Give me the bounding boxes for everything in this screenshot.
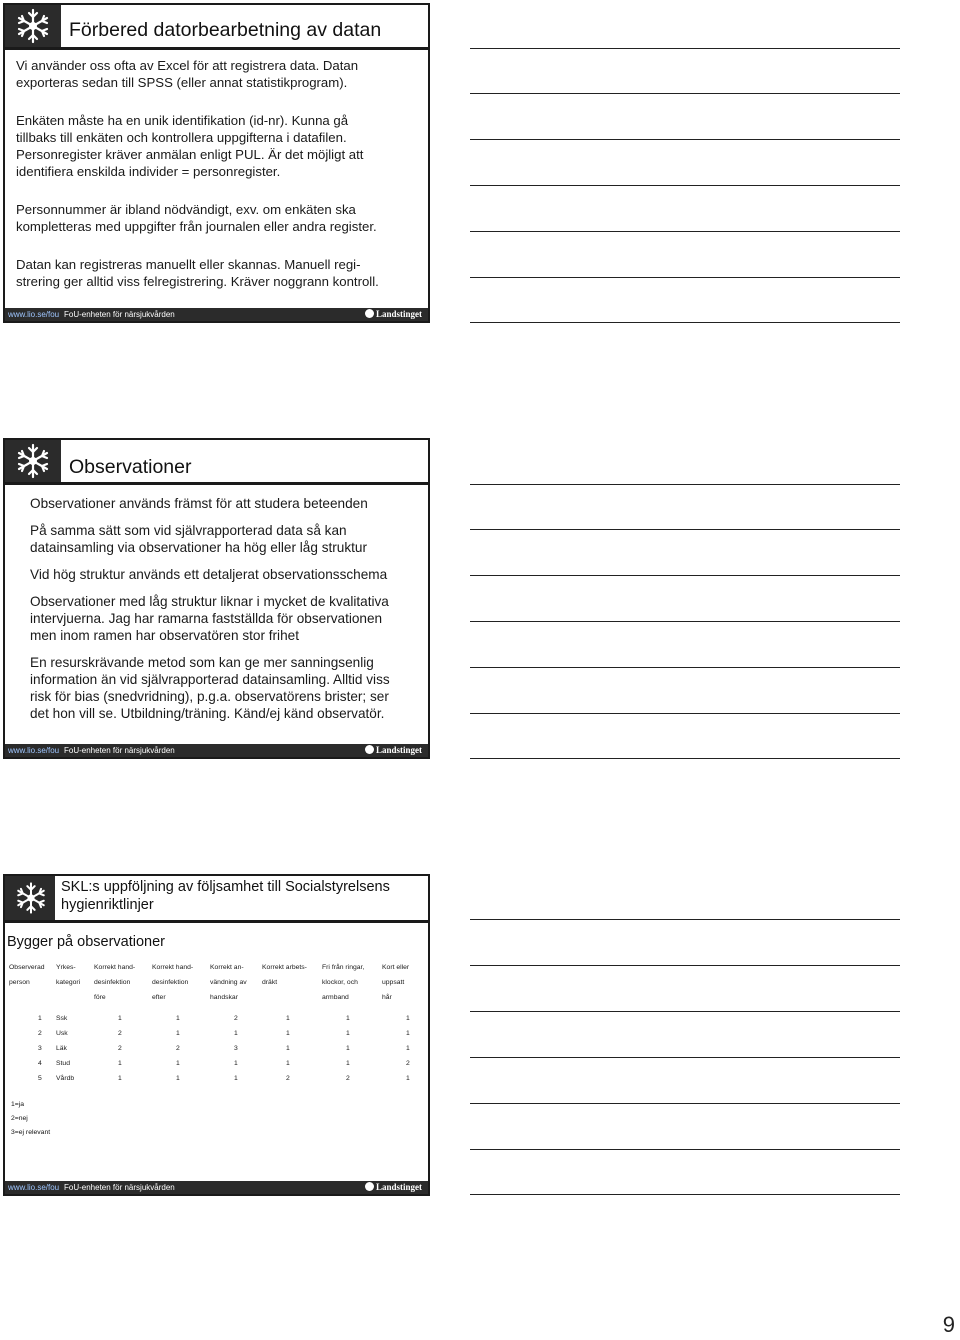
footer-link[interactable]: www.lio.se/fou xyxy=(8,746,60,755)
table-cell: 1 xyxy=(406,1075,410,1082)
table-header-cell: Observerad xyxy=(9,964,45,971)
table-cell: 1 xyxy=(234,1030,238,1037)
table-header-cell xyxy=(262,994,322,1009)
footer-link[interactable]: www.lio.se/fou xyxy=(8,1183,60,1192)
note-line xyxy=(470,575,900,576)
table-cell: 1 xyxy=(118,1075,122,1082)
observation-table xyxy=(9,964,422,1090)
note-line xyxy=(470,185,900,186)
landstinget-emblem-icon xyxy=(365,1182,374,1191)
footer-unit-text: FoU-enheten för närsjukvården xyxy=(64,310,175,319)
table-cell: 1 xyxy=(118,1015,122,1022)
table-header-cell: person xyxy=(9,979,30,986)
table-cell: 4 xyxy=(38,1060,42,1067)
landstinget-emblem-icon xyxy=(365,309,374,318)
table-cell: 2 xyxy=(286,1075,290,1082)
table-header-cell xyxy=(9,994,56,1009)
table-row xyxy=(9,1060,422,1075)
table-cell: 1 xyxy=(406,1015,410,1022)
table-legend: 1=ja 2=nej 3=ej relevant xyxy=(11,1101,51,1136)
table-cell: 1 xyxy=(346,1030,350,1037)
note-line xyxy=(470,93,900,94)
slide-header xyxy=(5,876,428,923)
table-header-cell: Kort eller xyxy=(382,964,410,971)
table-header-cell: Fri från ringar, xyxy=(322,964,365,971)
paragraph: Observationer med låg struktur liknar i mycket de kvalitativa intervjuerna. Jag har ramarna fastställda för observationen men inom ramen har observatören stor frihet xyxy=(30,594,389,643)
note-line xyxy=(470,1149,900,1150)
table-cell: 2 xyxy=(234,1015,238,1022)
table-header-cell: handskar xyxy=(210,994,238,1001)
note-line xyxy=(470,231,900,232)
slide-title: Observationer xyxy=(69,456,192,478)
table-row xyxy=(9,1009,422,1030)
paragraph: En resurskrävande metod som kan ge mer sanningsenlig information än vid självrapporterad datainsamling. Alltid viss risk för bias (snedvridning), p.g.a. observatörens brister; ser det hon vill se. Utbildning/träning. Känd/ej känd observatör. xyxy=(30,655,390,721)
table-cell: 5 xyxy=(38,1075,42,1082)
table-header-row xyxy=(9,994,422,1009)
paragraph: Vi använder oss ofta av Excel för att registrera data. Datan exporteras sedan till SPSS (eller annat statistikprogram). xyxy=(16,58,359,90)
table-cell: Vårdb xyxy=(56,1075,75,1082)
slide-header xyxy=(5,440,428,485)
paragraph: Datan kan registreras manuellt eller skannas. Manuell regi- strering ger alltid viss felregistrering. Kräver noggrann kontroll. xyxy=(16,257,379,289)
slide-subtitle: Bygger på observationer xyxy=(7,934,165,950)
table-cell: 1 xyxy=(176,1060,180,1067)
landstinget-logo: Landstinget xyxy=(365,1181,422,1194)
note-line xyxy=(470,484,900,485)
table-cell: 3 xyxy=(234,1045,238,1052)
snowflake-logo-icon xyxy=(5,5,61,47)
table-header-cell: före xyxy=(94,994,106,1001)
snowflake-logo-icon xyxy=(5,876,55,920)
table-cell: 1 xyxy=(286,1060,290,1067)
table-cell: 1 xyxy=(176,1075,180,1082)
footer-unit-text: FoU-enheten för närsjukvården xyxy=(64,1183,175,1192)
table-header-cell: Korrekt an- xyxy=(210,964,244,971)
slide-title: Förbered datorbearbetning av datan xyxy=(69,19,382,41)
paragraph: Observationer används främst för att studera beteenden xyxy=(30,496,368,511)
table-header-cell: desinfektion xyxy=(152,979,189,986)
table-header-cell xyxy=(56,994,94,1009)
note-line xyxy=(470,667,900,668)
table-cell: Ssk xyxy=(56,1015,68,1022)
note-line xyxy=(470,1011,900,1012)
note-line xyxy=(470,1103,900,1104)
slide-1 xyxy=(3,3,430,323)
slide-3 xyxy=(3,874,430,1196)
footer-unit-text: FoU-enheten för närsjukvården xyxy=(64,746,175,755)
table-cell: 1 xyxy=(234,1075,238,1082)
table-cell: 2 xyxy=(346,1075,350,1082)
table-header-cell: dräkt xyxy=(262,979,278,986)
landstinget-logo: Landstinget xyxy=(365,744,422,757)
slide-footer xyxy=(5,744,428,757)
table-cell: 1 xyxy=(406,1045,410,1052)
table-cell: 1 xyxy=(286,1045,290,1052)
table-cell: 1 xyxy=(38,1015,42,1022)
table-header-cell: Yrkes- xyxy=(56,964,76,971)
note-line xyxy=(470,713,900,714)
table-header-cell: Korrekt hand- xyxy=(94,964,136,971)
table-cell: 1 xyxy=(176,1015,180,1022)
note-line xyxy=(470,277,900,278)
slide-footer xyxy=(5,308,428,321)
footer-link[interactable]: www.lio.se/fou xyxy=(8,310,60,319)
table-row xyxy=(9,1045,422,1060)
note-line xyxy=(470,1057,900,1058)
table-cell: 2 xyxy=(118,1030,122,1037)
table-header-cell: hår xyxy=(382,994,392,1001)
table-header-row xyxy=(9,964,422,979)
table-cell: 1 xyxy=(234,1060,238,1067)
snowflake-logo-icon xyxy=(5,440,61,482)
table-cell: 1 xyxy=(406,1030,410,1037)
table-row xyxy=(9,1030,422,1045)
table-header-row xyxy=(9,979,422,994)
table-header-cell: klockor, och xyxy=(322,979,358,986)
table-cell: 1 xyxy=(176,1030,180,1037)
table-cell: 3 xyxy=(38,1045,42,1052)
table-cell: 1 xyxy=(286,1030,290,1037)
table-header-cell: Korrekt arbets- xyxy=(262,964,307,971)
slide-header xyxy=(5,5,428,50)
table-cell: 2 xyxy=(406,1060,410,1067)
paragraph: På samma sätt som vid självrapporterad data så kan datainsamling via observationer ha hög eller låg struktur xyxy=(30,523,368,555)
note-line xyxy=(470,139,900,140)
table-cell: 1 xyxy=(346,1060,350,1067)
table-cell: Läk xyxy=(56,1045,67,1052)
landstinget-logo: Landstinget xyxy=(365,308,422,321)
note-line xyxy=(470,529,900,530)
table-cell: Stud xyxy=(56,1060,70,1067)
table-row xyxy=(9,1075,422,1090)
table-header-cell: armband xyxy=(322,994,349,1001)
paragraph: Enkäten måste ha en unik identifikation (id-nr). Kunna gå tillbaks till enkäten och kontrollera uppgifterna i datafilen. Personregister kräver anmälan enligt PUL. Är det möjligt att identifiera enskilda individer = personregister. xyxy=(16,113,364,179)
table-header-cell: vändning av xyxy=(210,979,247,986)
paragraph: Personnummer är ibland nödvändigt, exv. om enkäten ska kompletteras med uppgifter från journalen eller andra register. xyxy=(16,202,377,234)
landstinget-emblem-icon xyxy=(365,745,374,754)
note-line xyxy=(470,758,900,759)
table-header-cell: Korrekt hand- xyxy=(152,964,194,971)
table-cell: 2 xyxy=(38,1030,42,1037)
table-header-cell: kategori xyxy=(56,979,81,986)
note-line xyxy=(470,621,900,622)
note-line xyxy=(470,965,900,966)
page-number: 9 xyxy=(942,1312,955,1337)
table-header-cell: desinfektion xyxy=(94,979,131,986)
table-cell: 2 xyxy=(118,1045,122,1052)
note-line xyxy=(470,919,900,920)
table-cell: Usk xyxy=(56,1030,68,1037)
table-header-cell: uppsatt xyxy=(382,979,405,986)
slide-2 xyxy=(3,438,430,759)
table-cell: 1 xyxy=(286,1015,290,1022)
note-line xyxy=(470,322,900,323)
table-cell: 1 xyxy=(346,1045,350,1052)
paragraph: Vid hög struktur används ett detaljerat observationsschema xyxy=(30,567,388,582)
slide-footer xyxy=(5,1181,428,1194)
note-line xyxy=(470,48,900,49)
note-line xyxy=(470,1194,900,1195)
table-header-cell: efter xyxy=(152,994,166,1001)
table-cell: 1 xyxy=(346,1015,350,1022)
table-cell: 1 xyxy=(118,1060,122,1067)
table-cell: 2 xyxy=(176,1045,180,1052)
slide-body xyxy=(30,495,420,722)
slide-body xyxy=(16,57,420,290)
slide-title: SKL:s uppföljning av följsamhet till Socialstyrelsens hygienriktlinjer xyxy=(61,879,390,913)
